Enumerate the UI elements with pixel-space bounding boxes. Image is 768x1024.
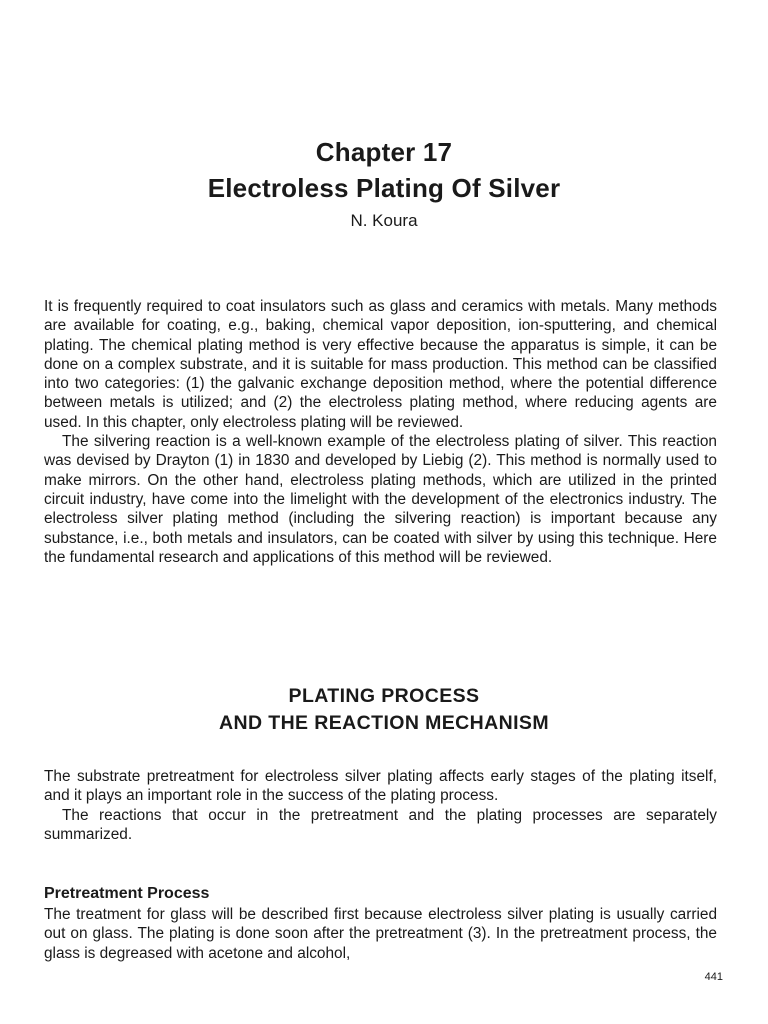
subsection-text bbox=[44, 905, 717, 963]
subsection-heading: Pretreatment Process bbox=[44, 885, 210, 902]
subsection-paragraph: The treatment for glass will be described first because electroless silver plating is usually carried out on glass. The plating is done soon after the pretreatment (3). In the pretreatment process, the glass is degreased with acetone and alcohol, bbox=[44, 906, 717, 962]
section-paragraph: The substrate pretreatment for electroless silver plating affects early stages of the plating itself, and it plays an important role in the success of the plating process. bbox=[44, 768, 717, 805]
intro-text bbox=[44, 297, 717, 567]
page-number: 441 bbox=[704, 971, 723, 983]
intro-paragraph: It is frequently required to coat insulators such as glass and ceramics with metals. Many methods are available for coating, e.g., baking, chemical vapor deposition, ion-sputtering, and chemical plating. The chemical plating method is very effective because the apparatus is simple, it can be done on a complex substrate, and it is suitable for mass production. This method can be classified into two categories: (1) the galvanic exchange deposition method, where the potential difference between metals is utilized; and (2) the electroless plating method, where reducing agents are used. In this chapter, only electroless plating will be reviewed. bbox=[44, 298, 717, 431]
section-heading-line: PLATING PROCESS bbox=[288, 685, 480, 707]
chapter-number: Chapter 17 bbox=[315, 137, 453, 167]
section-heading bbox=[0, 683, 768, 737]
chapter-header bbox=[0, 134, 768, 233]
section-text bbox=[44, 767, 717, 844]
intro-paragraph: The silvering reaction is a well-known example of the electroless plating of silver. This reaction was devised by Drayton (1) in 1830 and developed by Liebig (2). This method is normally used to make mirrors. On the other hand, electroless plating methods, which are utilized in the printed circuit industry, have come into the limelight with the development of the electronics industry. The electroless silver plating method (including the silvering reaction) is important because any substance, i.e., both metals and insulators, can be coated with silver by using this technique. Here the fundamental research and applications of this method will be reviewed. bbox=[44, 433, 717, 566]
section-heading-line: AND THE REACTION MECHANISM bbox=[219, 712, 549, 734]
section-paragraph: The reactions that occur in the pretreatment and the plating processes are separately summarized. bbox=[44, 806, 717, 843]
chapter-title: Electroless Plating Of Silver bbox=[207, 173, 561, 203]
author-name: N. Koura bbox=[350, 211, 418, 230]
